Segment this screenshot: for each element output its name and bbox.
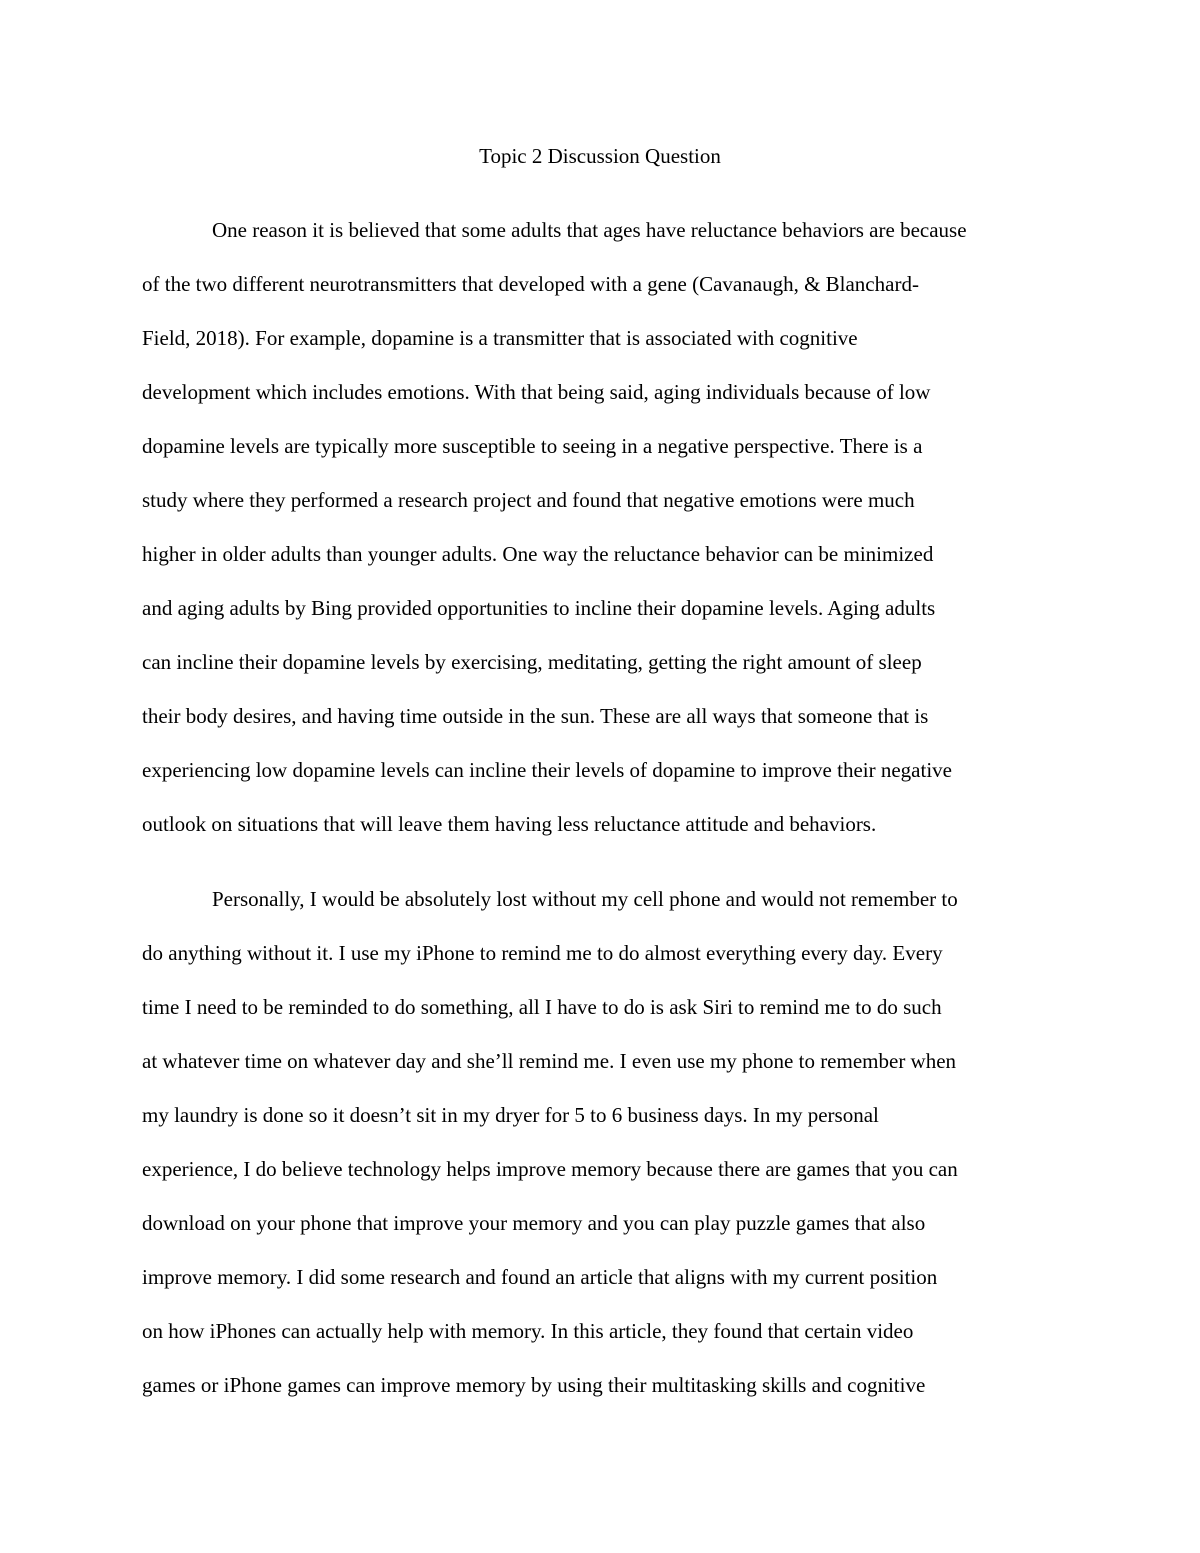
paragraph-line: their body desires, and having time outside in the sun. These are all ways that someone that is xyxy=(142,704,929,728)
paragraph-line: on how iPhones can actually help with memory. In this article, they found that certain video xyxy=(142,1319,914,1343)
paragraph-line: my laundry is done so it doesn’t sit in my dryer for 5 to 6 business days. In my personal xyxy=(142,1103,879,1127)
paragraph-line: Field, 2018). For example, dopamine is a transmitter that is associated with cognitive xyxy=(142,326,858,350)
paragraph-line: experience, I do believe technology helps improve memory because there are games that you can xyxy=(142,1157,958,1181)
paragraph-line: download on your phone that improve your memory and you can play puzzle games that also xyxy=(142,1211,926,1235)
document-title: Topic 2 Discussion Question xyxy=(479,144,721,168)
paragraph-line: games or iPhone games can improve memory by using their multitasking skills and cognitive xyxy=(142,1373,926,1397)
paragraph-line: One reason it is believed that some adults that ages have reluctance behaviors are because xyxy=(212,218,967,242)
paragraph-line: do anything without it. I use my iPhone to remind me to do almost everything every day. Every xyxy=(142,941,943,965)
paragraph-line: can incline their dopamine levels by exercising, meditating, getting the right amount of sleep xyxy=(142,650,922,674)
paragraph-line: study where they performed a research project and found that negative emotions were much xyxy=(142,488,915,512)
paragraph-line: dopamine levels are typically more susceptible to seeing in a negative perspective. There is a xyxy=(142,434,923,458)
paragraph-line: experiencing low dopamine levels can incline their levels of dopamine to improve their negative xyxy=(142,758,952,782)
paragraph-1 xyxy=(142,214,1082,862)
paragraph-line: higher in older adults than younger adults. One way the reluctance behavior can be minimized xyxy=(142,542,934,566)
paragraph-line: improve memory. I did some research and found an article that aligns with my current position xyxy=(142,1265,938,1289)
paragraph-line: time I need to be reminded to do something, all I have to do is ask Siri to remind me to do such xyxy=(142,995,942,1019)
paragraph-line: outlook on situations that will leave them having less reluctance attitude and behaviors. xyxy=(142,812,877,836)
paragraph-line: and aging adults by Bing provided opportunities to incline their dopamine levels. Aging adults xyxy=(142,596,936,620)
paragraph-line: at whatever time on whatever day and she’ll remind me. I even use my phone to remember when xyxy=(142,1049,957,1073)
paragraph-2 xyxy=(142,883,1082,1423)
paragraph-line: of the two different neurotransmitters that developed with a gene (Cavanaugh, & Blanchard- xyxy=(142,272,919,296)
paragraph-line: Personally, I would be absolutely lost without my cell phone and would not remember to xyxy=(212,887,958,911)
paragraph-line: development which includes emotions. With that being said, aging individuals because of low xyxy=(142,380,931,404)
